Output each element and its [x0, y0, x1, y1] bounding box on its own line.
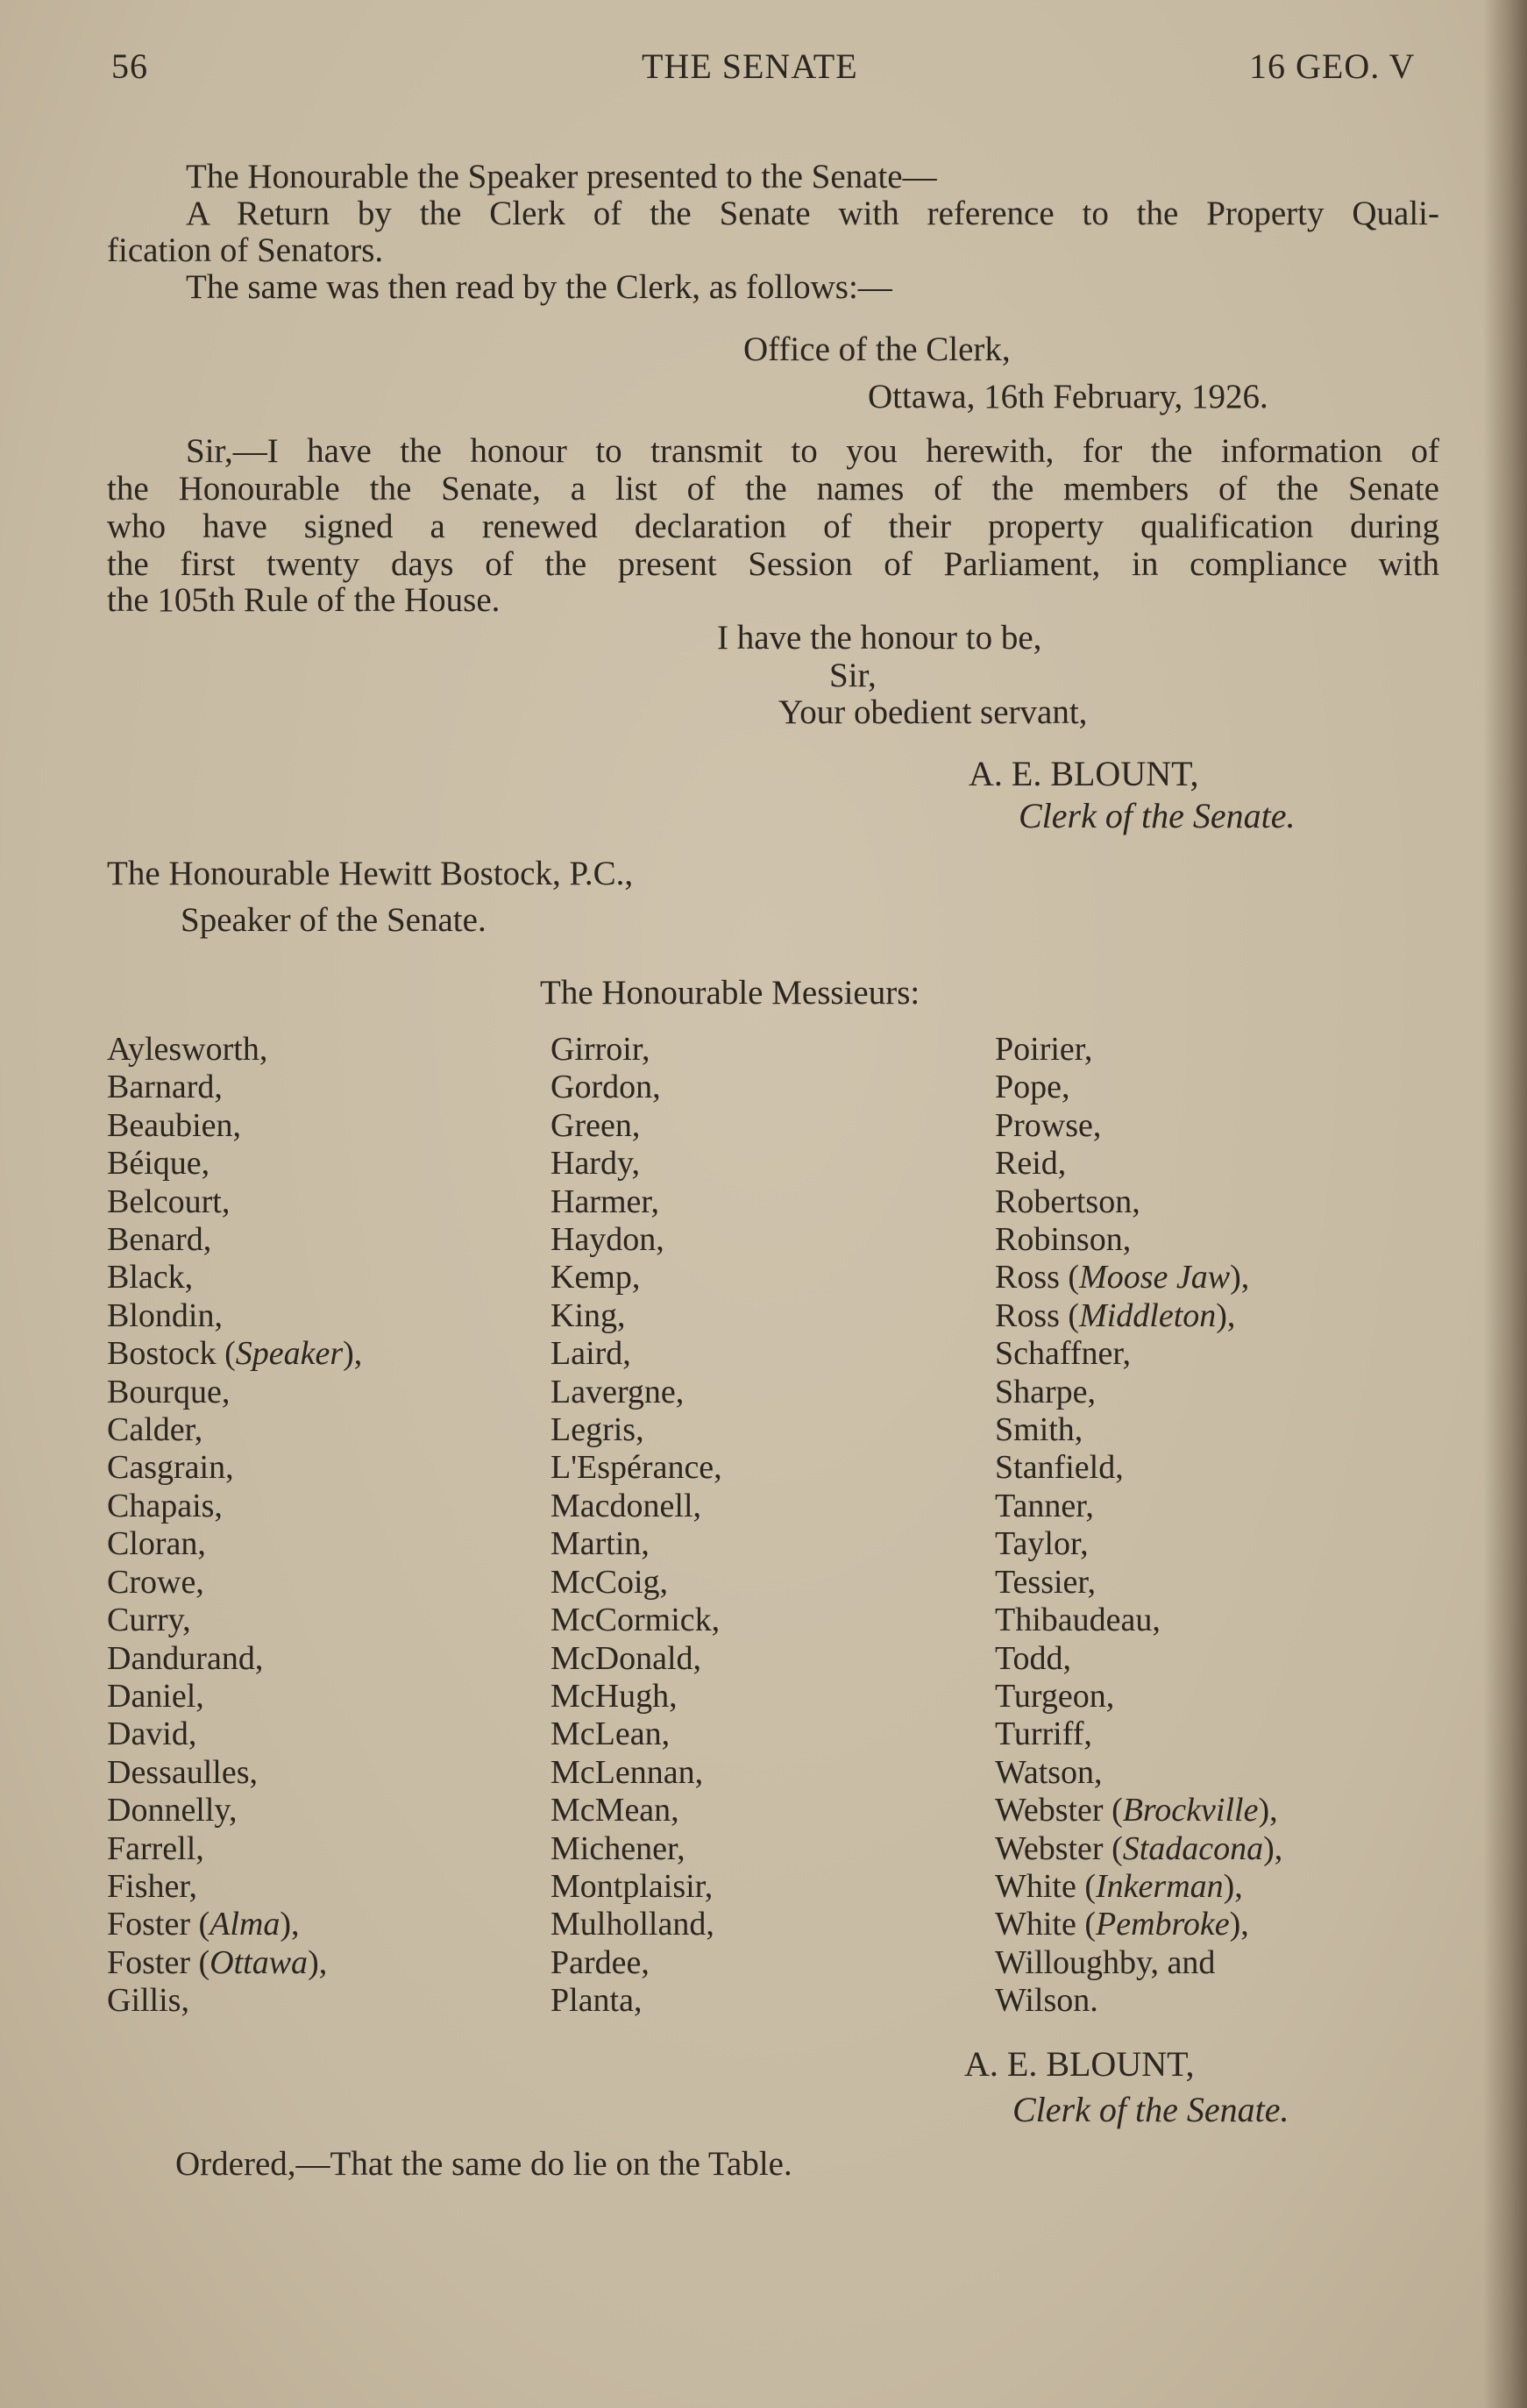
senator-name: Barnard, — [107, 1069, 223, 1106]
letter-signature-name: A. E. BLOUNT, — [969, 754, 1199, 793]
senator-name: McDonald, — [550, 1639, 702, 1677]
letter-body-line: the Honourable the Senate, a list of the names of the members of the Senate — [107, 470, 1439, 508]
senator-name: Aylesworth, — [107, 1031, 268, 1068]
senator-name: McCoig, — [550, 1563, 669, 1601]
senator-name: Calder, — [107, 1411, 203, 1449]
senator-name: Benard, — [107, 1221, 212, 1259]
senator-name-qualified: White (Pembroke), — [995, 1906, 1249, 1943]
intro-line-2b: fication of Senators. — [107, 231, 384, 269]
senator-name: McHugh, — [550, 1677, 678, 1715]
senator-name: Willoughby, and — [995, 1943, 1216, 1981]
senator-name: Cloran, — [107, 1525, 206, 1563]
senator-name: Girroir, — [550, 1031, 650, 1068]
running-title: THE SENATE — [642, 46, 858, 86]
senator-name: Pope, — [995, 1069, 1070, 1106]
senator-name: Mulholland, — [550, 1906, 714, 1943]
senator-name: L'Espérance, — [550, 1449, 722, 1487]
letter-signature-title: Clerk of the Senate. — [1019, 796, 1296, 835]
letter-closing-3: Your obedient servant, — [778, 693, 1088, 731]
senator-name: Watson, — [995, 1753, 1103, 1791]
senator-name: McMean, — [550, 1792, 679, 1829]
senator-name: Taylor, — [995, 1525, 1089, 1563]
senator-name: Fisher, — [107, 1867, 197, 1905]
senator-name: Blondin, — [107, 1296, 223, 1334]
senator-name: Béique, — [107, 1145, 210, 1183]
letter-office: Office of the Clerk, — [743, 330, 1011, 368]
final-signature-title: Clerk of the Senate. — [1012, 2090, 1289, 2129]
senator-column-3 — [995, 1031, 1282, 2021]
senator-name-qualified: Bostock (Speaker), — [107, 1335, 363, 1373]
senator-name: Laird, — [550, 1335, 631, 1373]
senator-name: Gordon, — [550, 1069, 661, 1106]
regnal-year: 16 GEO. V — [1249, 46, 1416, 86]
intro-line-3: The same was then read by the Clerk, as follows:— — [186, 268, 892, 306]
senator-name: King, — [550, 1296, 626, 1334]
senator-name-qualified: Foster (Ottawa), — [107, 1943, 328, 1981]
senator-name: Beaubien, — [107, 1106, 242, 1144]
senator-name-qualified: Webster (Stadacona), — [995, 1829, 1283, 1867]
senator-name: Tessier, — [995, 1563, 1097, 1601]
senator-name: Martin, — [550, 1525, 650, 1563]
senator-column-1 — [107, 1031, 362, 2021]
senator-name: Michener, — [550, 1829, 685, 1867]
senator-name-qualified: Ross (Middleton), — [995, 1296, 1236, 1334]
senator-name: Gillis, — [107, 1982, 189, 2020]
senator-name: Chapais, — [107, 1487, 223, 1524]
senator-name: Planta, — [550, 1982, 643, 2020]
page-edge-shadow — [1483, 0, 1527, 2408]
senator-name-qualified: Webster (Brockville), — [995, 1792, 1278, 1829]
addressee-line-2: Speaker of the Senate. — [181, 901, 487, 939]
addressee-line-1: The Honourable Hewitt Bostock, P.C., — [107, 855, 634, 892]
senator-name: Casgrain, — [107, 1449, 234, 1487]
senator-name: Turriff, — [995, 1715, 1092, 1753]
senator-name: David, — [107, 1715, 197, 1753]
senator-name: Schaffner, — [995, 1335, 1131, 1373]
senator-name-qualified: White (Inkerman), — [995, 1867, 1243, 1905]
senator-column-2 — [550, 1031, 722, 2021]
intro-line-2a: A Return by the Clerk of the Senate with reference to the Property Quali- — [186, 195, 1439, 232]
list-heading: The Honourable Messieurs: — [540, 974, 920, 1012]
senator-name: Legris, — [550, 1411, 644, 1449]
senator-name: Pardee, — [550, 1943, 650, 1981]
letter-closing-2: Sir, — [829, 657, 877, 694]
senator-name: Black, — [107, 1259, 194, 1296]
letter-body-line: who have signed a renewed declaration of their property qualification during — [107, 508, 1439, 545]
senator-name: Dessaulles, — [107, 1753, 259, 1791]
letter-place-date: Ottawa, 16th February, 1926. — [868, 378, 1268, 416]
senator-name: Kemp, — [550, 1259, 641, 1296]
letter-body-line: Sir,—I have the honour to transmit to you herewith, for the information of — [186, 432, 1439, 470]
senator-name: Reid, — [995, 1145, 1067, 1183]
senator-name: Turgeon, — [995, 1677, 1115, 1715]
final-signature-name: A. E. BLOUNT, — [964, 2044, 1195, 2084]
senator-name: Crowe, — [107, 1563, 204, 1601]
senator-name: Hardy, — [550, 1145, 640, 1183]
senator-name: Todd, — [995, 1639, 1072, 1677]
letter-body-line: the 105th Rule of the House. — [107, 581, 501, 619]
order-text: Ordered,—That the same do lie on the Table. — [175, 2145, 792, 2183]
senator-name: McLennan, — [550, 1753, 704, 1791]
senator-name: Daniel, — [107, 1677, 204, 1715]
senator-name: Tanner, — [995, 1487, 1094, 1524]
senator-name: Wilson. — [995, 1982, 1098, 2020]
letter-body-line: the first twenty days of the present Session of Parliament, in compliance with — [107, 545, 1439, 583]
senator-name: Poirier, — [995, 1031, 1093, 1068]
senator-name: Macdonell, — [550, 1487, 702, 1524]
senator-name: Bourque, — [107, 1373, 231, 1410]
senator-name: McLean, — [550, 1715, 671, 1753]
senator-name: Stanfield, — [995, 1449, 1124, 1487]
intro-line-1: The Honourable the Speaker presented to the Senate— — [186, 158, 937, 195]
senator-name: Belcourt, — [107, 1183, 231, 1220]
senator-name: Montplaisir, — [550, 1867, 714, 1905]
senator-name: Robertson, — [995, 1183, 1140, 1220]
senator-name-qualified: Ross (Moose Jaw), — [995, 1259, 1250, 1296]
senator-name: Curry, — [107, 1602, 191, 1639]
senator-name-qualified: Foster (Alma), — [107, 1906, 300, 1943]
letter-closing-1: I have the honour to be, — [717, 619, 1042, 657]
senator-name: Thibaudeau, — [995, 1602, 1161, 1639]
senator-name: Prowse, — [995, 1106, 1102, 1144]
senator-name: Sharpe, — [995, 1373, 1097, 1410]
senator-name: Farrell, — [107, 1829, 204, 1867]
senator-name: Harmer, — [550, 1183, 660, 1220]
senator-name: Dandurand, — [107, 1639, 264, 1677]
senator-name: Robinson, — [995, 1221, 1132, 1259]
page-number: 56 — [111, 46, 148, 86]
senator-name: Green, — [550, 1106, 641, 1144]
senator-name: Haydon, — [550, 1221, 664, 1259]
senator-name: Donnelly, — [107, 1792, 238, 1829]
senator-name: Smith, — [995, 1411, 1083, 1449]
senator-name: McCormick, — [550, 1602, 721, 1639]
senator-name: Lavergne, — [550, 1373, 685, 1410]
